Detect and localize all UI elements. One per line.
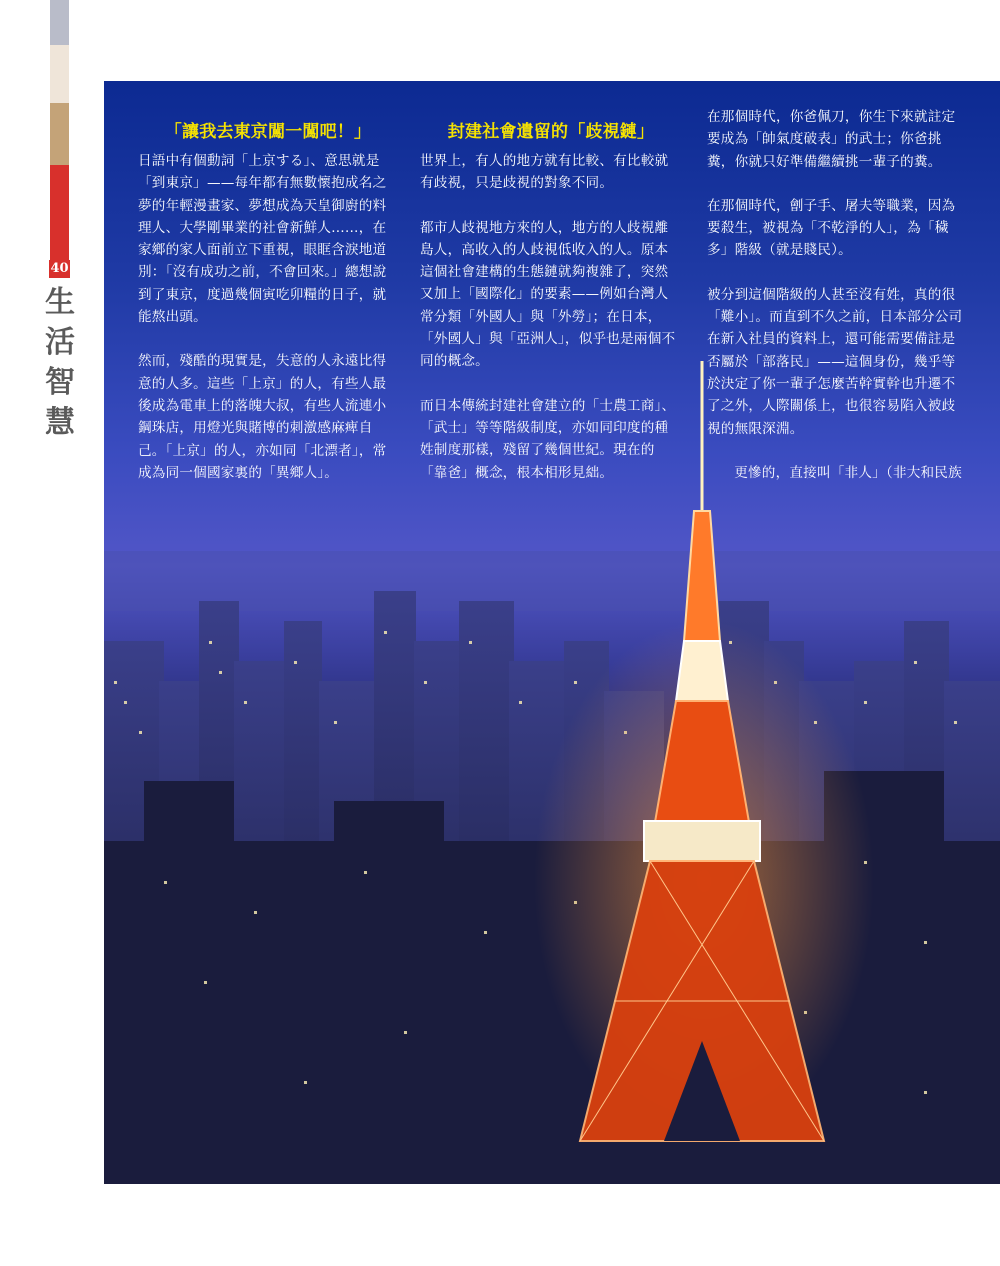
heading-discrimination-chain: 封建社會遺留的「歧視鏈」 — [447, 122, 655, 142]
page-number: 40 — [50, 261, 69, 276]
section-title — [44, 283, 76, 443]
paragraph: 在那個時代，劊子手、屠夫等職業，因為要殺生，被視為「不乾淨的人」，為「穢多」階級（就是賤民）。 — [707, 197, 956, 259]
heading-go-to-tokyo: 「讓我去東京闖一闖吧！」 — [164, 122, 372, 142]
article-column-2 — [420, 120, 682, 506]
paragraph: 然而，殘酷的現實是，失意的人永遠比得意的人多。這些「上京」的人，有些人最後成為電車上的落魄大叔，有些人流連小鋼珠店，用燈光與賭博的刺激感麻痺自己。「上京」的人，亦如同「北漂者」，常成為同一個國家裏的「異鄉人」。 — [138, 353, 387, 481]
section-char-1: 生 — [45, 285, 75, 320]
paragraph: 在那個時代，你爸佩刀，你生下來就註定要成為「帥氣度破表」的武士；你爸挑糞，你就只好準備繼續挑一輩子的糞。 — [707, 109, 956, 170]
tokyo-tower-photo — [104, 81, 1000, 1184]
section-char-3: 智 — [45, 365, 75, 400]
article-column-3 — [707, 106, 967, 506]
article-column-1 — [138, 120, 398, 506]
paragraph: 更慘的，直接叫「非人」（非大和民族 — [734, 464, 962, 481]
color-strip-cream — [50, 45, 69, 103]
paragraph: 日語中有個動詞「上京する」、意思就是「到東京」——每年都有無數懷抱成名之夢的年輕漫畫家、夢想成為天皇御廚的料理人、大學剛畢業的社會新鮮人……，在家鄉的家人面前立下重視，眼眶含淚地道別：「沒有成功之前，不會回來。」總想說到了東京，度過幾個寅吃卯糧的日子，就能熬出頭。 — [138, 153, 387, 326]
color-strip-gray — [50, 0, 69, 45]
paragraph: 被分到這個階級的人甚至沒有姓，真的很「難小」。而直到不久之前，日本部分公司在新入社員的資料上，還可能需要備註是否屬於「部落民」——這個身份，幾乎等於決定了你一輩子怎麼苦幹實幹也升遷不了之外，人際關係上，也很容易陷入被歧視的無限深淵。 — [707, 286, 963, 437]
paragraph: 世界上，有人的地方就有比較、有比較就有歧視，只是歧視的對象不同。 — [420, 153, 669, 192]
color-strip-tan — [50, 103, 69, 165]
section-char-4: 慧 — [45, 405, 75, 440]
paragraph: 而日本傳統封建社會建立的「士農工商」、「武士」等等階級制度，亦如同印度的種姓制度那樣，殘留了幾個世紀。現在的「靠爸」概念，根本相形見絀。 — [420, 397, 676, 481]
section-char-2: 活 — [45, 325, 75, 360]
paragraph: 都市人歧視地方來的人，地方的人歧視離島人，高收入的人歧視低收入的人。原本這個社會建構的生態鏈就夠複雜了，突然又加上「國際化」的要素——例如台灣人常分類「外國人」與「外勞」；在日本，「外國人」與「亞洲人」，似乎也是兩個不同的概念。 — [420, 219, 676, 370]
